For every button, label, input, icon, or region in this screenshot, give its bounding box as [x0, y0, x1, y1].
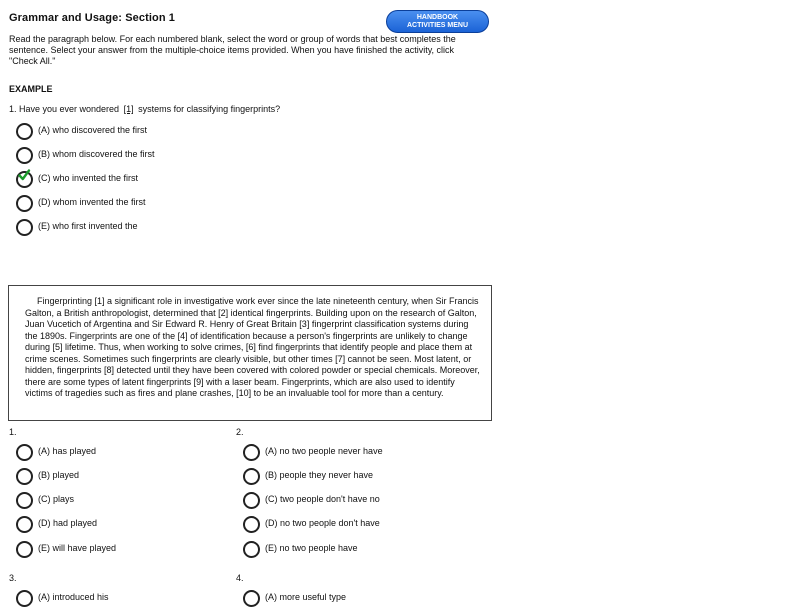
example-question-prefix: 1. Have you ever wondered: [9, 104, 120, 114]
option-label: (B) people they never have: [265, 470, 374, 480]
radio-button[interactable]: [16, 147, 33, 164]
radio-button[interactable]: [16, 541, 33, 558]
option-label: (E) will have played: [38, 543, 117, 553]
option-label: (A) more useful type: [265, 592, 347, 602]
radio-button[interactable]: [16, 219, 33, 236]
option-label: (C) plays: [38, 494, 75, 504]
question-3-number: 3.: [9, 573, 17, 583]
option-label: (D) had played: [38, 518, 98, 528]
option-label: (C) two people don't have no: [265, 494, 380, 504]
checkmark-icon: [17, 168, 31, 182]
option-label: (D) no two people don't have: [265, 518, 380, 528]
instructions: Read the paragraph below. For each numbered blank, select the word or group of words that best completes the sentence. Select your answer from the multiple-choice items provided. When you have finished the activity, click "Check All.": [9, 34, 456, 66]
option-label: (B) played: [38, 470, 80, 480]
handbook-activities-menu-button[interactable]: [386, 10, 489, 33]
activities-menu-label: ACTIVITIES MENU: [406, 21, 469, 29]
radio-button[interactable]: [16, 492, 33, 509]
question-2-number: 2.: [236, 427, 244, 437]
option-label: (A) no two people never have: [265, 446, 383, 456]
radio-button[interactable]: [16, 590, 33, 607]
option-label: (B) whom discovered the first: [38, 149, 155, 159]
handbook-label: HANDBOOK: [416, 13, 459, 21]
radio-button[interactable]: [16, 444, 33, 461]
example-heading: EXAMPLE: [9, 84, 53, 94]
radio-button[interactable]: [243, 590, 260, 607]
option-label: (C) who invented the first: [38, 173, 139, 183]
option-label: (E) no two people have: [265, 543, 358, 553]
option-label: (A) introduced his: [38, 592, 109, 602]
radio-button[interactable]: [243, 516, 260, 533]
radio-button[interactable]: [243, 492, 260, 509]
passage-box: [8, 285, 492, 421]
radio-button[interactable]: [16, 195, 33, 212]
example-question: [9, 104, 280, 114]
passage-text: Fingerprinting [1] a significant role in investigative work ever since the late nineteenth century, when Sir Francis Galton, a British anthropologist, determined that [2] identical fingerprints. Building upon on the research of Galton, Juan Vucetich of Argentina and Sir Edward R. Henry of Great Britain [3] fingerprint classification systems during the 1890s. Fingerprints are one of the [4] of identification because a person's fingerprints are unlikely to change during [5] lifetime. Thus, when working to solve crimes, [6] find fingerprints that identify people and place them at crime scenes. Sometimes such fingerprints are clearly visible, but other times [7] cannot be seen. Most latent, or hidden, fingerprints [8] detected until they have been covered with colored powder or special chemicals. Moreover, there are some types of latent fingerprints [9] with a laser beam. Fingerprints, which are also used to identify victims of tragedies such as fires and plane crashes, [10] to be an invaluable tool for more than a century.: [25, 296, 480, 398]
question-4-number: 4.: [236, 573, 244, 583]
option-label: (D) whom invented the first: [38, 197, 146, 207]
radio-button[interactable]: [243, 444, 260, 461]
question-1-number: 1.: [9, 427, 17, 437]
radio-button[interactable]: [243, 541, 260, 558]
radio-button[interactable]: [16, 123, 33, 140]
radio-button[interactable]: [243, 468, 260, 485]
page-title: Grammar and Usage: Section 1: [9, 12, 176, 24]
example-question-blank: [1]: [123, 104, 134, 114]
option-label: (A) who discovered the first: [38, 125, 148, 135]
radio-button[interactable]: [16, 516, 33, 533]
example-question-suffix: systems for classifying fingerprints?: [138, 104, 281, 114]
option-label: (E) who first invented the: [38, 221, 138, 231]
option-label: (A) has played: [38, 446, 97, 456]
radio-button[interactable]: [16, 468, 33, 485]
